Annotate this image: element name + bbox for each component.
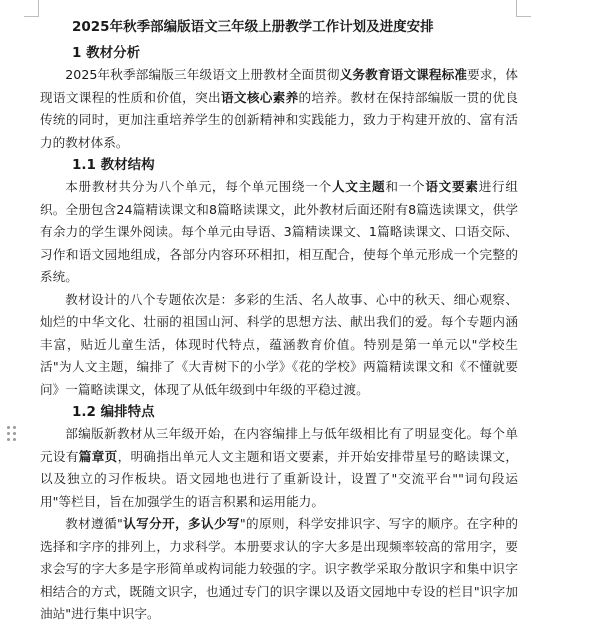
section-heading-1-1: 1.1 教材结构 [72, 157, 155, 173]
paragraph-1: 2025年秋季部编版三年级语文上册教材全面贯彻义务教育语文课程标准要求，体现语文课程的性质和价值，突出语文核心素养的培养。教材在保持部编版一贯的优良传统的同时，更加注重培养学生的创新精神和实践能力，致力于构建开放的、富有活力的教材体系。 [40, 67, 519, 150]
document-body[interactable] [40, 16, 518, 626]
page-corner-mark-right [516, 0, 531, 17]
drag-handle-icon[interactable] [7, 425, 17, 441]
section-heading-1: 1 教材分析 [72, 45, 141, 61]
paragraph-4: 部编版新教材从三年级开始，在内容编排上与低年级相比有了明显变化。每个单元设有篇章页，明确指出单元人文主题和语文要素，并开始安排带星号的略读课文，以及独立的习作板块。语文园地也进行了重新设计，设置了"交流平台""词句段运用"等栏目，旨在加强学生的语言积累和运用能力。 [40, 426, 518, 509]
paragraph-2: 本册教材共分为八个单元，每个单元围绕一个人文主题和一个语文要素进行组织。全册包含24篇精读课文和8篇略读课文，此外教材后面还附有8篇选读课文，供学有余力的学生课外阅读。每个单元由导语、3篇精读课文、1篇略读课文、口语交际、习作和语文园地组成，各部分内容环环相扣，相互配合，使每个单元形成一个完整的系统。 [40, 179, 519, 284]
paragraph-5: 教材遵循"认写分开，多认少写"的原则，科学安排识字、写字的顺序。在字种的选择和字序的排列上，力求科学。本册要求认的字大多是出现频率较高的常用字，要求会写的字大多是字形简单或构词能力较强的字。识字教学采取分散识字和集中识字相结合的方式，既随文识字，也通过专门的识字课以及语文园地中专设的栏目"识字加油站"进行集中识字。 [40, 516, 518, 621]
page-corner-mark-left [24, 0, 39, 17]
paragraph-3: 教材设计的八个专题依次是：多彩的生活、名人故事、心中的秋天、细心观察、灿烂的中华文化、壮丽的祖国山河、科学的思想方法、献出我们的爱。每个专题内涵丰富，贴近儿童生活，体现时代特点，蕴涵教育价值。特别是第一单元以"学校生活"为人文主题，编排了《大青树下的小学》《花的学校》两篇精读课文和《不懂就要问》一篇略读课文，体现了从低年级到中年级的平稳过渡。 [40, 291, 518, 397]
document-title: 2025年秋季部编版语文三年级上册教学工作计划及进度安排 [72, 19, 434, 35]
section-heading-1-2: 1.2 编排特点 [72, 404, 155, 420]
